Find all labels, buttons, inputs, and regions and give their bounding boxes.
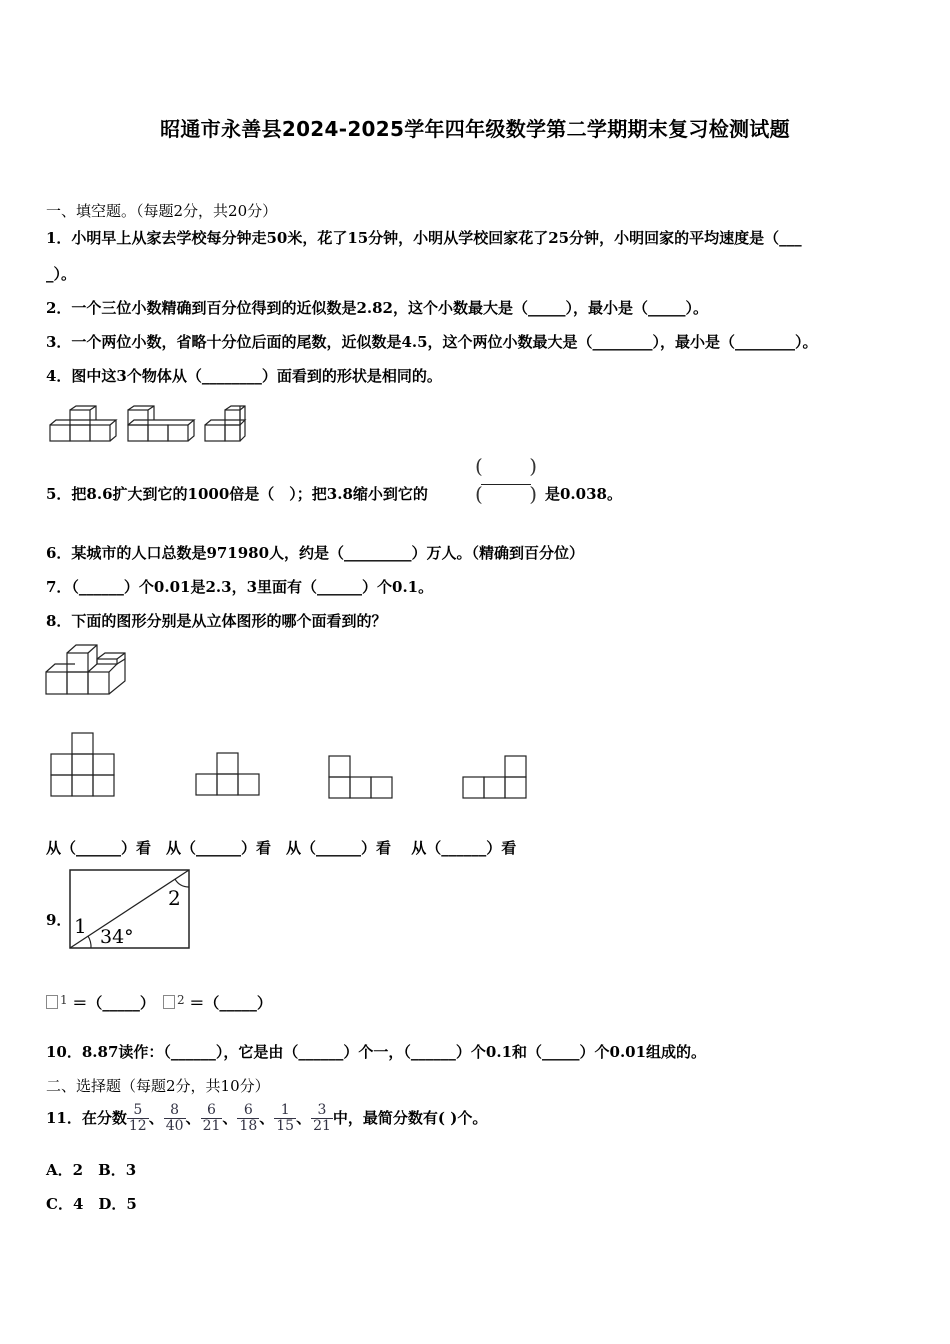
q4-cube-figures [48, 405, 248, 445]
fraction-numerator: 8 [164, 1103, 186, 1119]
q5-blank-fraction [475, 456, 537, 512]
fraction [311, 1103, 333, 1134]
question-1-line-1: 1．小明早上从家去学校每分钟走50米，花了15分钟，小明从学校回家花了25分钟，小明回家的平均速度是（___ [46, 229, 802, 247]
q9-answer-1 [46, 990, 155, 1013]
fraction-denominator: 15 [276, 1117, 295, 1134]
question-5-text: 5．把8.6扩大到它的1000倍是（ ）；把3.8缩小到它的 [46, 485, 428, 503]
question-5-end: 是0.038。 [545, 485, 622, 503]
section-1-heading: 一、填空题。（每题2分，共20分） [46, 202, 278, 220]
fraction-numerator: 6 [237, 1103, 259, 1119]
fraction-numerator: 6 [201, 1103, 223, 1119]
q5-paren-bottom-right: ) [529, 482, 537, 506]
question-10: 10．8.87读作：（______），它是由（______）个一，（______）个0.1和（_____）个0.01组成的。 [46, 1043, 707, 1061]
q4-object-1 [50, 406, 116, 441]
q5-paren-top-left: ( [475, 454, 483, 478]
section-2-heading: 二、选择题（每题2分，共10分） [46, 1077, 270, 1095]
q4-object-3 [205, 406, 245, 441]
fraction-separator: 、 [222, 1109, 238, 1127]
fraction [274, 1103, 296, 1134]
question-2: 2．一个三位小数精确到百分位得到的近似数是2.82，这个小数最大是（_____），最小是（_____）。 [46, 299, 708, 317]
question-11-options-cd: C．4 D．5 [46, 1195, 137, 1213]
q9-answer-1-blank: ＝（_____） [72, 994, 155, 1012]
question-11 [46, 1098, 487, 1138]
q5-fraction-bar [481, 484, 531, 485]
question-4: 4．图中这3个物体从（________）面看到的形状是相同的。 [46, 367, 442, 385]
fraction-denominator: 40 [165, 1117, 184, 1134]
fraction-numerator: 1 [274, 1103, 296, 1119]
fraction-denominator: 12 [128, 1117, 147, 1134]
fraction-denominator: 21 [313, 1117, 331, 1134]
question-1-line-2: _）。 [46, 265, 77, 283]
q5-paren-bottom-left: ( [475, 482, 483, 506]
fraction-denominator: 18 [239, 1117, 258, 1134]
question-11-fractions [127, 1103, 333, 1134]
q8-view-1 [50, 732, 116, 798]
question-11-suffix: 中，最简分数有( )个。 [332, 1109, 488, 1127]
q8-view-2 [195, 752, 261, 798]
fraction-separator: 、 [148, 1109, 164, 1127]
q8-view-4 [462, 755, 528, 801]
fraction-denominator: 21 [202, 1117, 221, 1134]
fraction-numerator: 3 [311, 1103, 333, 1119]
page-title: 昭通市永善县2024-2025学年四年级数学第二学期期末复习检测试题 [160, 117, 790, 141]
question-3: 3．一个两位小数，省略十分位后面的尾数，近似数是4.5，这个两位小数最大是（________），最小是（________）。 [46, 333, 818, 351]
fraction-separator: 、 [296, 1109, 312, 1127]
q5-paren-top-right: ) [529, 454, 537, 478]
fraction [164, 1103, 186, 1134]
question-8: 8．下面的图形分别是从立体图形的哪个面看到的？ [46, 612, 387, 630]
q4-object-2 [128, 406, 194, 441]
question-6: 6．某城市的人口总数是971980人，约是（_________）万人。（精确到百分位） [46, 544, 585, 562]
q9-answer-2 [163, 990, 272, 1013]
q9-angle-2-label: 2 [168, 886, 181, 910]
q9-degree-label: 34° [100, 926, 134, 948]
fraction-numerator: 5 [127, 1103, 149, 1119]
fraction [127, 1103, 149, 1134]
angle-symbol-icon [163, 995, 175, 1009]
q8-view-answers: 从（______）看 从（______）看 从（______）看 从（______）看 [46, 839, 517, 857]
question-7: 7．（______）个0.01是2.3，3里面有（______）个0.1。 [46, 578, 434, 596]
q9-answer-2-blank: ＝（_____） [189, 994, 272, 1012]
fraction [201, 1103, 223, 1134]
fraction-separator: 、 [185, 1109, 201, 1127]
q9-angle-1-label: 1 [74, 914, 87, 938]
question-9-label: 9． [46, 911, 72, 929]
angle-symbol-icon [46, 995, 58, 1009]
q8-view-3 [328, 755, 394, 801]
fraction [237, 1103, 259, 1134]
question-11-prefix: 11．在分数 [46, 1109, 127, 1127]
q9-answer-1-index: 1 [60, 993, 68, 1007]
question-11-options-ab: A．2 B．3 [46, 1161, 137, 1179]
q9-answer-2-index: 2 [177, 993, 185, 1007]
fraction-separator: 、 [259, 1109, 275, 1127]
q8-solid-figure [45, 642, 131, 696]
